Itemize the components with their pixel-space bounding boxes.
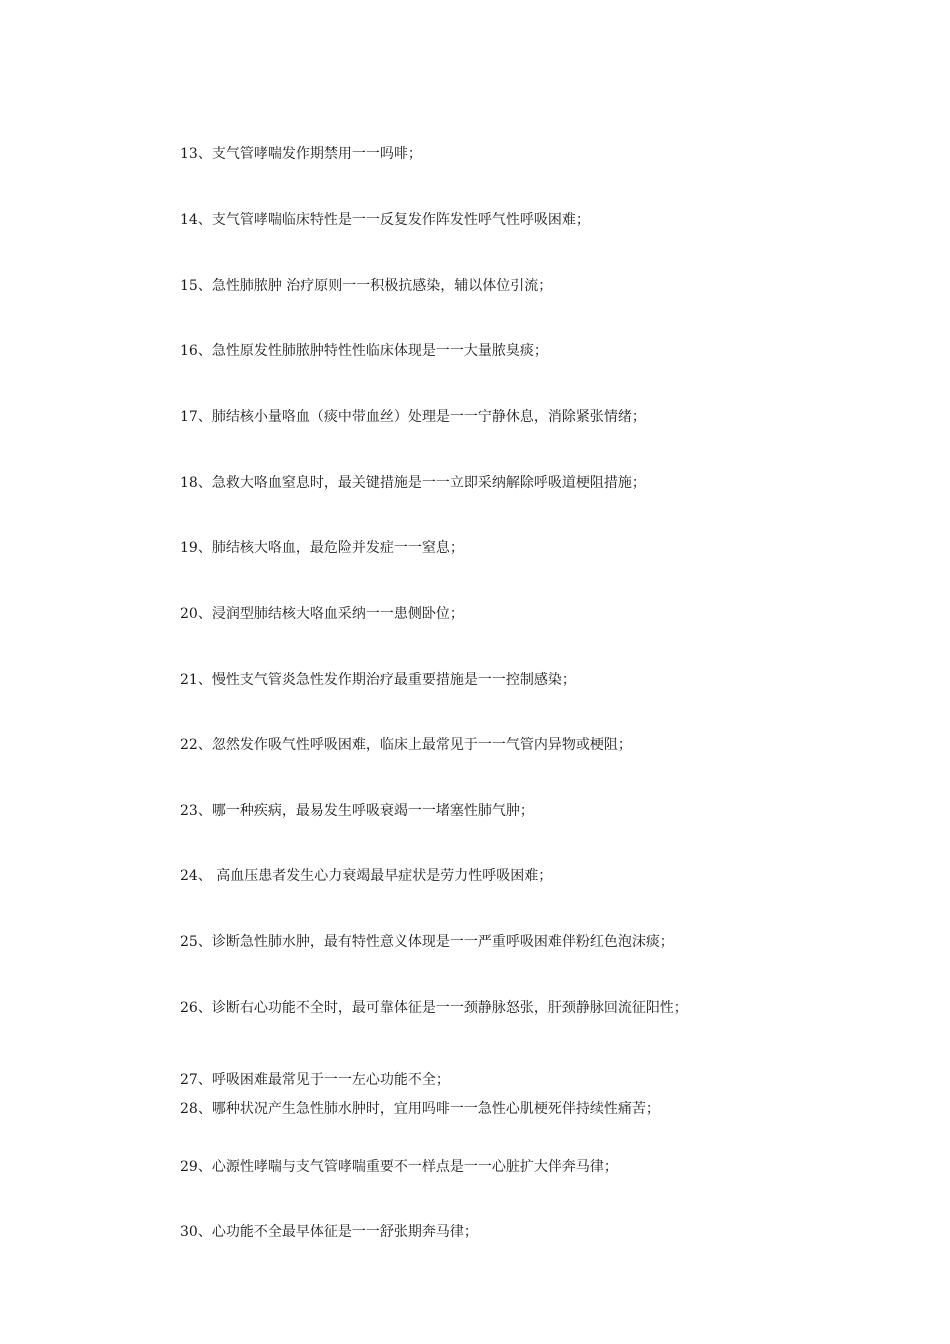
list-item: 14、支气管哮喘临床特性是一一反复发作阵发性呼气性呼吸困难；: [180, 212, 590, 228]
list-item: 18、急救大咯血窒息时，最关键措施是一一立即采纳解除呼吸道梗阻措施；: [180, 475, 646, 491]
list-item: 17、肺结核小量咯血（痰中带血丝）处理是一一宁静休息，消除紧张情绪；: [180, 409, 646, 425]
list-item: 13、支气管哮喘发作期禁用一一吗啡；: [180, 146, 422, 162]
list-item: 20、浸润型肺结核大咯血采纳一一患侧卧位；: [180, 606, 464, 622]
list-item: 26、诊断右心功能不全时，最可靠体征是一一颈静脉怒张，肝颈静脉回流征阳性；: [180, 1000, 688, 1016]
list-item: 27、呼吸困难最常见于一一左心功能不全；: [180, 1072, 450, 1088]
list-item: 21、慢性支气管炎急性发作期治疗最重要措施是一一控制感染；: [180, 672, 576, 688]
list-item: 22、忽然发作吸气性呼吸困难，临床上最常见于一一气管内异物或梗阻；: [180, 737, 632, 753]
list-item: 15、急性肺脓肿 治疗原则一一积极抗感染，辅以体位引流；: [180, 278, 553, 294]
list-item: 23、哪一种疾病，最易发生呼吸衰竭一一堵塞性肺气肿；: [180, 803, 534, 819]
list-item: 24、 高血压患者发生心力衰竭最早症状是劳力性呼吸困难；: [180, 868, 553, 884]
list-item: 28、哪种状况产生急性肺水肿时，宜用吗啡一一急性心肌梗死伴持续性痛苦；: [180, 1101, 660, 1117]
list-item: 25、诊断急性肺水肿，最有特性意义体现是一一严重呼吸困难伴粉红色泡沫痰；: [180, 934, 674, 950]
list-item: 16、急性原发性肺脓肿特性性临床体现是一一大量脓臭痰；: [180, 343, 548, 359]
list-item: 30、心功能不全最早体征是一一舒张期奔马律；: [180, 1224, 478, 1240]
list-item: 29、心源性哮喘与支气管哮喘重要不一样点是一一心脏扩大伴奔马律；: [180, 1159, 618, 1175]
list-item: 19、肺结核大咯血，最危险并发症一一窒息；: [180, 540, 464, 556]
